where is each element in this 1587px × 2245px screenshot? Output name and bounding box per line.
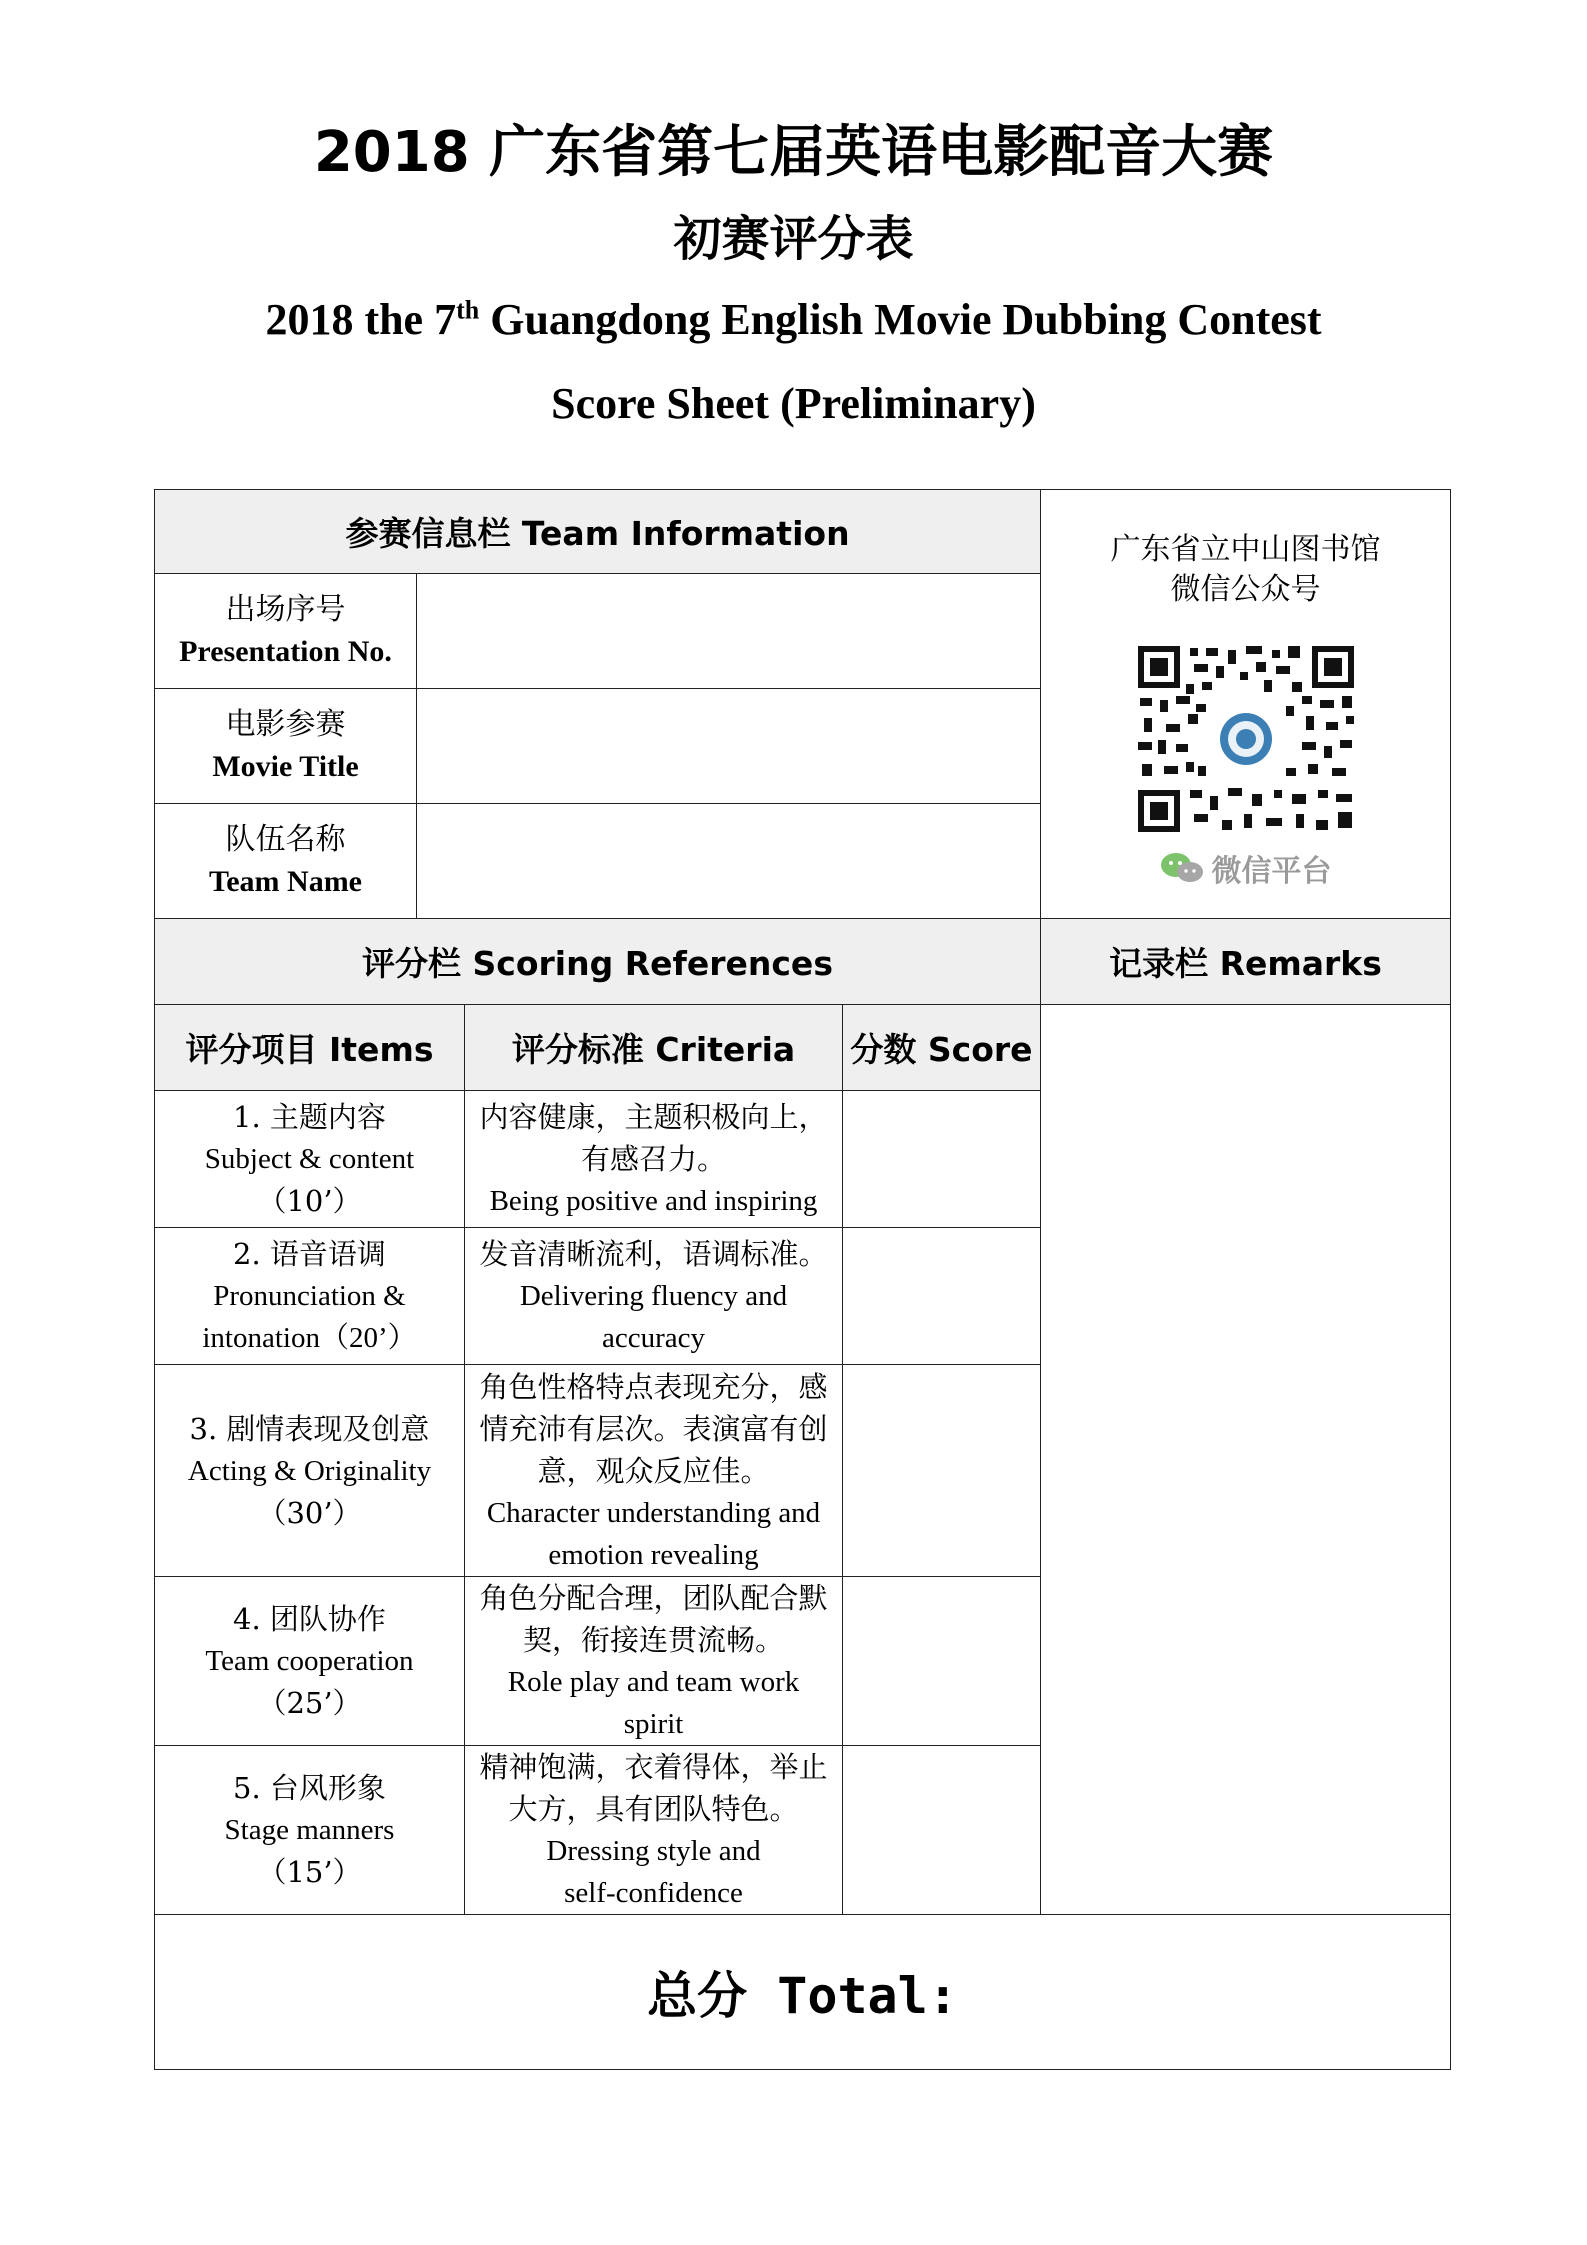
team-name-en: Team Name — [208, 865, 363, 898]
criteria-1-cn2: 有感召力。 — [580, 1142, 726, 1176]
item-3-cn: 3. 剧情表现及创意 — [189, 1411, 430, 1446]
item-1-en: Subject & content — [204, 1143, 415, 1175]
item-5-en: Stage manners — [224, 1814, 395, 1846]
title-english — [0, 290, 1587, 350]
item-subject-content — [155, 1091, 465, 1228]
criteria-2-en1: Delivering fluency and — [519, 1280, 788, 1312]
criteria-5 — [465, 1746, 843, 1915]
col-criteria-header: 评分标准 Criteria — [465, 1005, 843, 1091]
score-5-field[interactable] — [843, 1746, 1041, 1915]
movie-title-cn: 电影参赛 — [225, 707, 346, 742]
team-name-cn: 队伍名称 — [225, 822, 346, 857]
criteria-5-en1: Dressing style and — [546, 1835, 761, 1867]
team-info-header: 参赛信息栏 Team Information — [155, 490, 1041, 574]
score-2-field[interactable] — [843, 1228, 1041, 1365]
col-items-header: 评分项目 Items — [155, 1005, 465, 1091]
scoring-header: 评分栏 Scoring References — [155, 919, 1041, 1005]
item-acting — [155, 1365, 465, 1577]
movie-title-en: Movie Title — [212, 750, 359, 783]
item-5-cn: 5. 台风形象 — [233, 1771, 386, 1805]
team-name-field[interactable] — [417, 804, 1041, 919]
presentation-no-field[interactable] — [417, 574, 1041, 689]
criteria-3-en1: Character understanding and — [486, 1496, 821, 1529]
criteria-5-cn1: 精神饱满，衣着得体，举止 — [479, 1750, 828, 1784]
criteria-3-cn2: 情充沛有层次。表演富有创 — [479, 1411, 828, 1446]
item-1-cn: 1. 主题内容 — [233, 1100, 386, 1134]
item-2-en2: intonation（20’） — [202, 1322, 417, 1354]
total-cell[interactable] — [155, 1915, 1451, 2070]
presentation-no-label — [155, 574, 417, 689]
criteria-3-en2: emotion revealing — [548, 1538, 759, 1571]
qr-cell — [1041, 490, 1451, 919]
wechat-platform — [1041, 846, 1450, 890]
item-2-cn: 2. 语音语调 — [233, 1237, 386, 1271]
score-4-field[interactable] — [843, 1577, 1041, 1746]
item-stage-manners — [155, 1746, 465, 1915]
criteria-1 — [465, 1091, 843, 1228]
criteria-1-cn1: 内容健康，主题积极向上， — [479, 1100, 828, 1134]
criteria-3 — [465, 1365, 843, 1577]
criteria-3-cn1: 角色性格特点表现充分，感 — [479, 1369, 828, 1404]
title-english-sup: th — [456, 295, 480, 325]
remarks-field[interactable] — [1041, 1005, 1451, 1915]
criteria-4 — [465, 1577, 843, 1746]
wechat-platform-label: 微信平台 — [1211, 854, 1332, 889]
criteria-3-cn3: 意，观众反应佳。 — [537, 1453, 770, 1488]
wechat-icon — [1160, 851, 1204, 885]
qr-caption-line1: 广东省立中山图书馆 — [1110, 532, 1381, 567]
criteria-4-en2: spirit — [623, 1708, 684, 1740]
criteria-4-en1: Role play and team work — [507, 1666, 800, 1698]
movie-title-field[interactable] — [417, 689, 1041, 804]
item-5-points: （15’） — [257, 1855, 362, 1889]
item-4-en: Team cooperation — [205, 1645, 414, 1677]
total-label: 总分 Total: — [647, 1967, 958, 2025]
subtitle-english: Score Sheet (Preliminary) — [551, 379, 1036, 428]
criteria-5-cn2: 大方，具有团队特色。 — [508, 1792, 799, 1826]
qr-caption-line2: 微信公众号 — [1170, 572, 1321, 607]
title-english-suffix: Guangdong English Movie Dubbing Contest — [479, 295, 1322, 344]
item-pronunciation — [155, 1228, 465, 1365]
criteria-1-en1: Being positive and inspiring — [489, 1185, 818, 1217]
item-4-cn: 4. 团队协作 — [233, 1602, 386, 1636]
criteria-4-cn2: 契，衔接连贯流畅。 — [522, 1623, 784, 1657]
qr-code-icon — [1136, 644, 1356, 834]
title-chinese: 2018 广东省第七届英语电影配音大赛 — [313, 120, 1274, 185]
col-score-header: 分数 Score — [843, 1005, 1041, 1091]
criteria-2-cn1: 发音清晰流利，语调标准。 — [479, 1237, 828, 1271]
criteria-2-en2: accuracy — [601, 1322, 705, 1354]
qr-code — [1136, 644, 1356, 838]
team-name-label — [155, 804, 417, 919]
item-4-points: （25’） — [257, 1686, 362, 1720]
score-3-field[interactable] — [843, 1365, 1041, 1577]
item-1-points: （10’） — [257, 1184, 362, 1218]
item-2-en: Pronunciation & — [213, 1280, 406, 1312]
subtitle-chinese: 初赛评分表 — [673, 211, 914, 267]
item-team-cooperation — [155, 1577, 465, 1746]
item-3-en: Acting & Originality — [187, 1454, 432, 1487]
title-english-prefix: 2018 the 7 — [265, 295, 457, 344]
criteria-5-en2: self-confidence — [564, 1877, 743, 1909]
score-sheet-table — [154, 489, 1451, 2070]
score-1-field[interactable] — [843, 1091, 1041, 1228]
presentation-no-cn: 出场序号 — [225, 592, 346, 627]
criteria-2 — [465, 1228, 843, 1365]
remarks-header: 记录栏 Remarks — [1041, 919, 1451, 1005]
presentation-no-en: Presentation No. — [179, 635, 392, 668]
item-3-points: （30’） — [257, 1495, 362, 1530]
movie-title-label — [155, 689, 417, 804]
criteria-4-cn1: 角色分配合理，团队配合默 — [479, 1581, 828, 1615]
